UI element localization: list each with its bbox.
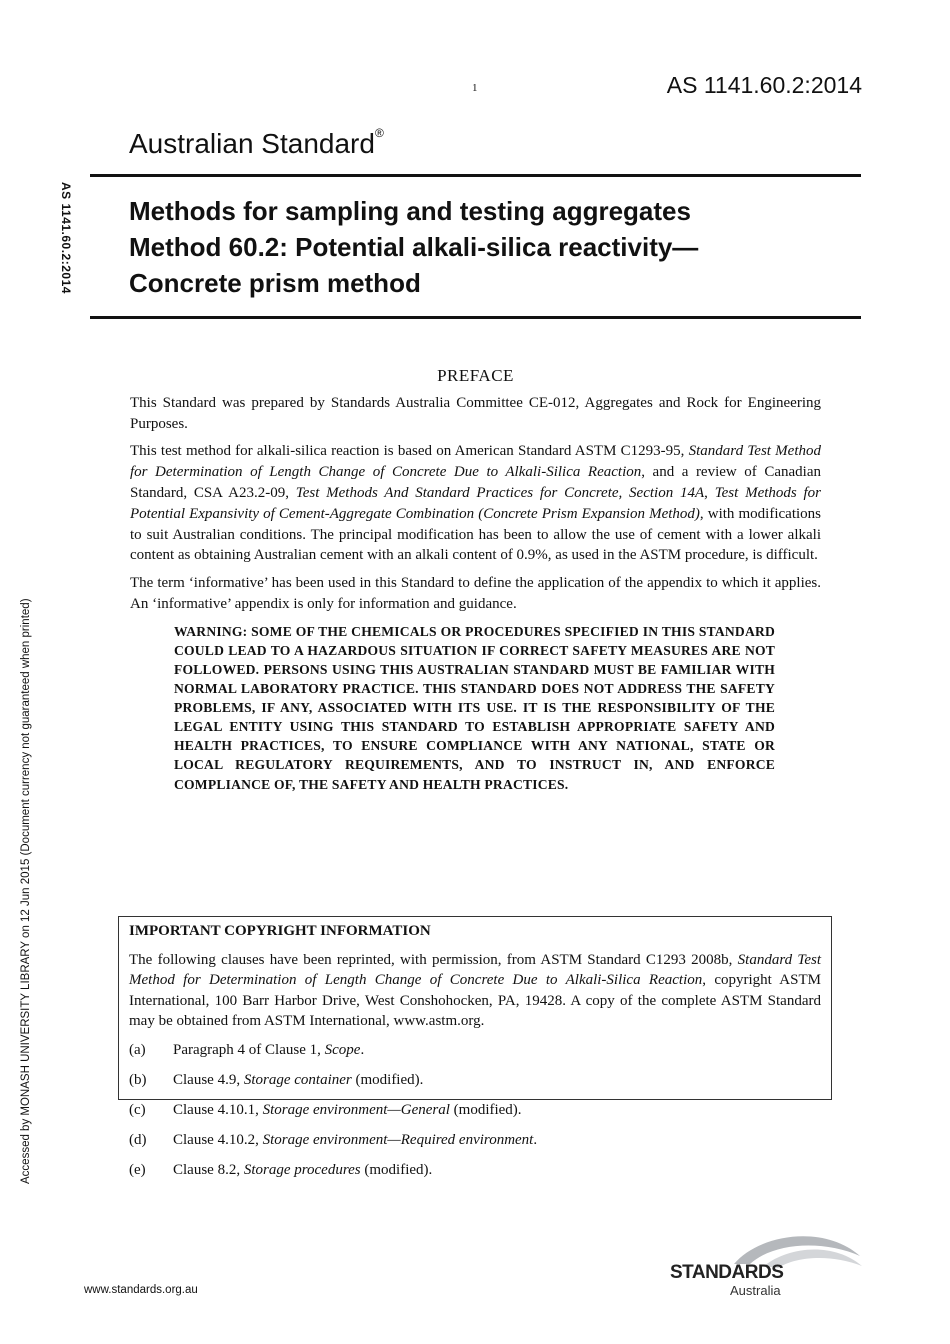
list-item: [129, 1070, 821, 1091]
copyright-italic-1: Standard Test Method for Determination of Length Change of Concrete Due to Alkali-Silica Reaction: [129, 951, 821, 988]
item-post: (modified).: [360, 1162, 433, 1179]
list-item-text: [173, 1160, 432, 1181]
title-line-3: Concrete prism method: [129, 268, 421, 298]
list-item-label: (c): [129, 1101, 146, 1118]
copyright-text-1: The following clauses have been reprinted, with permission, from ASTM Standard C1293 2008b,: [129, 951, 738, 968]
logo-wordmark: STANDARDS: [670, 1262, 784, 1283]
list-item: [129, 1160, 821, 1181]
registered-mark: ®: [374, 126, 384, 140]
list-item: [129, 1040, 821, 1061]
copyright-box: [118, 916, 832, 1179]
standard-code: AS 1141.60.2:2014: [666, 72, 862, 98]
p2-text-2: , and a review of Canadian Standard, CSA A23.2-09,: [130, 464, 821, 501]
list-item-text: [173, 1130, 537, 1151]
p2-text-4: , with modifications to suit Australian conditions. The principal modification has been to allow the use of cement with a lower alkali content as obtaining Australian cement with an alkali content of 0.9%, as used in the ASTM procedure, is difficult.: [130, 505, 821, 564]
top-rule: [90, 174, 861, 177]
item-pre: Paragraph 4 of Clause 1,: [173, 1041, 325, 1058]
item-italic: Scope: [324, 1041, 361, 1058]
item-italic: Storage procedures: [243, 1162, 361, 1179]
list-item-label: (b): [129, 1071, 147, 1088]
p2-italic-2: Test Methods And Standard Practices for Concrete, Section 14A: [295, 484, 705, 501]
document-title: [129, 193, 859, 301]
list-item-text: [173, 1100, 522, 1121]
item-pre: Clause 4.9,: [173, 1071, 244, 1088]
preface-paragraph-2: [130, 441, 821, 566]
logo-subtext: Australia: [730, 1283, 781, 1298]
list-item: [129, 1130, 821, 1151]
p2-text-1: This test method for alkali-silica reaction is based on American Standard ASTM C1293-95,: [130, 443, 689, 460]
list-item-label: (e): [129, 1162, 146, 1179]
p2-italic-3: Test Methods for Potential Expansivity of Cement-Aggregate Combination (Concrete Prism Expansion Method): [130, 484, 822, 522]
bottom-rule: [90, 316, 861, 319]
item-post: .: [533, 1132, 538, 1149]
p2-italic-1: Standard Test Method for Determination of Length Change of Concrete Due to Alkali-Silica Reaction: [130, 443, 821, 481]
item-post: (modified).: [449, 1101, 522, 1118]
clause-list: [129, 1040, 821, 1181]
page-number: 1: [472, 82, 478, 94]
copyright-heading: IMPORTANT COPYRIGHT INFORMATION: [129, 923, 431, 939]
list-item-label: (d): [129, 1132, 147, 1149]
p2-text-3: ,: [704, 484, 715, 501]
preface-paragraph-1: This Standard was prepared by Standards Australia Committee CE-012, Aggregates and Rock for Engineering Purposes.: [130, 394, 821, 432]
footer-website: www.standards.org.au: [84, 1284, 198, 1296]
title-line-2: Method 60.2: Potential alkali-silica reactivity—: [129, 232, 699, 262]
access-note: Accessed by MONASH UNIVERSITY LIBRARY on 12 Jun 2015 (Document currency not guaranteed when printed): [20, 598, 32, 1184]
preface-heading: PREFACE: [437, 366, 514, 385]
preface-paragraph-3: The term ‘informative’ has been used in this Standard to define the application of the appendix to which it applies. An ‘informative’ appendix is only for information and guidance.: [130, 575, 821, 612]
copyright-text-2: , copyright ASTM International, 100 Barr Harbor Drive, West Conshohocken, PA, 19428. A copy of the complete ASTM Standard may be obtained from ASTM International, www.astm.org.: [129, 972, 821, 1029]
list-item: [129, 1100, 821, 1121]
list-item-label: (a): [129, 1041, 146, 1058]
title-line-1: Methods for sampling and testing aggregates: [129, 196, 691, 226]
item-post: .: [360, 1041, 365, 1058]
item-pre: Clause 4.10.1,: [173, 1101, 263, 1118]
item-pre: Clause 4.10.2,: [173, 1132, 263, 1149]
preface-section: [130, 366, 821, 794]
item-pre: Clause 8.2,: [173, 1162, 244, 1179]
item-post: (modified).: [351, 1071, 424, 1088]
list-item-text: [173, 1040, 364, 1061]
item-italic: Storage environment—General: [262, 1101, 450, 1118]
brand-title-text: Australian Standard: [129, 128, 375, 159]
spine-standard-code: AS 1141.60.2:2014: [59, 182, 73, 294]
copyright-paragraph: [129, 950, 821, 1032]
safety-warning: WARNING: SOME OF THE CHEMICALS OR PROCEDURES SPECIFIED IN THIS STANDARD COULD LEAD TO A HAZARDOUS SITUATION IF CORRECT SAFETY MEASURES ARE NOT FOLLOWED. PERSONS USING THIS AUSTRALIAN STANDARD MUST BE FAMILIAR WITH NORMAL LABORATORY PRACTICE. THIS STANDARD DOES NOT ADDRESS THE SAFETY PROBLEMS, IF ANY, ASSOCIATED WITH ITS USE. IT IS THE RESPONSIBILITY OF THE LEGAL ENTITY USING THIS STANDARD TO ESTABLISH APPROPRIATE SAFETY AND HEALTH PRACTICES, TO ENSURE COMPLIANCE WITH ANY NATIONAL, STATE OR LOCAL REGULATORY REQUIREMENTS, AND TO INSTRUCT IN, AND ENFORCE COMPLIANCE OF, THE SAFETY AND HEALTH PRACTICES.: [174, 623, 775, 792]
item-italic: Storage container: [243, 1071, 352, 1088]
list-item-text: [173, 1070, 423, 1091]
item-italic: Storage environment—Required environment: [262, 1132, 534, 1149]
brand-title: [129, 128, 384, 160]
